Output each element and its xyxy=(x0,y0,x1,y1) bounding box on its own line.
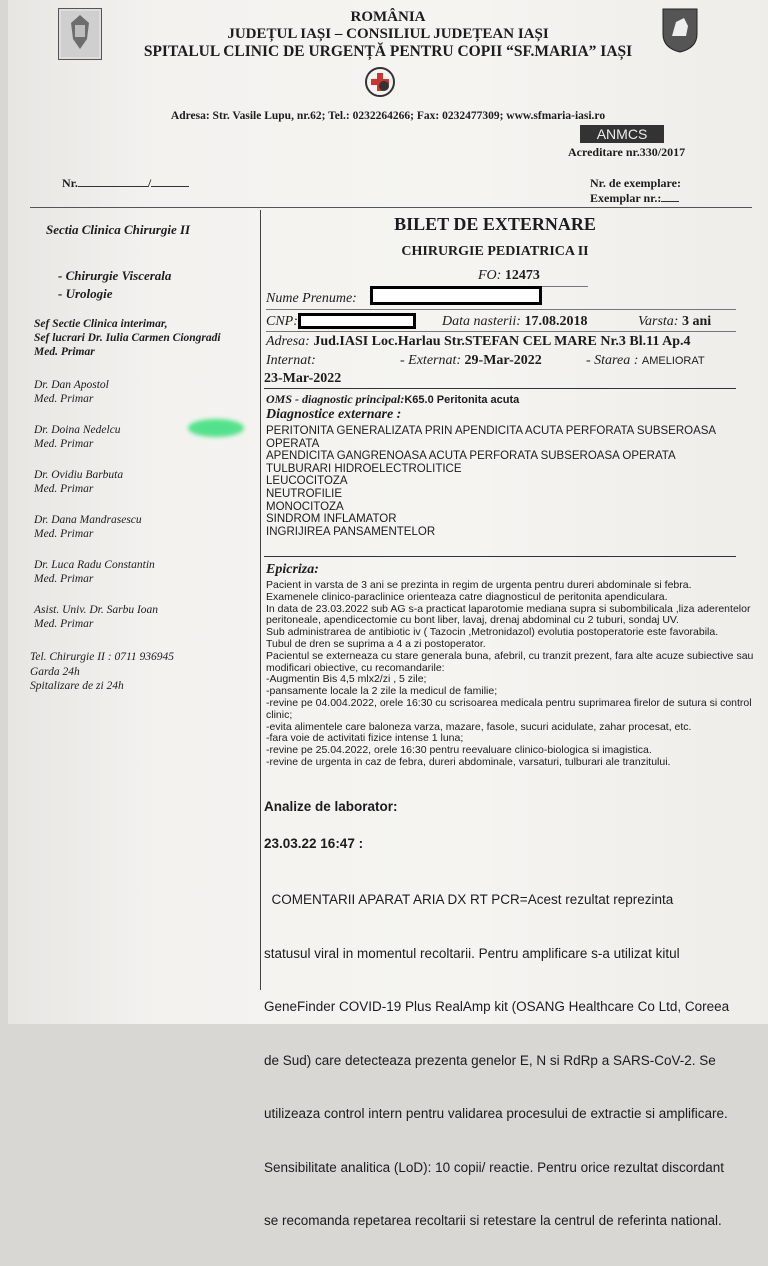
lab-title: Analize de laborator: xyxy=(264,799,398,814)
doctor-entry xyxy=(34,603,158,631)
day-hospital-hours: Spitalizare de zi 24h xyxy=(30,680,124,692)
copy-label xyxy=(590,191,679,206)
patient-address xyxy=(266,334,691,350)
green-highlighter-mark xyxy=(188,419,244,437)
epicrisis-line: -fara voie de activitati fizice intense 1 luna; xyxy=(266,732,464,745)
accreditation-text: Acreditare nr.330/2017 xyxy=(568,145,686,159)
lab-line: utilizeaza control intern pentru validarea procesului de extractie si amplificare. xyxy=(264,1106,728,1121)
header-divider xyxy=(30,207,752,208)
fo-value: 12473 xyxy=(504,268,540,283)
chief-line-1: Sef Sectie Clinica interimar, xyxy=(34,318,168,330)
document-title: BILET DE EXTERNARE xyxy=(394,214,596,234)
subsection-visceral: - Chirurgie Viscerala xyxy=(58,268,172,283)
epicrisis-line: modificari obiective, cu recomandarile: xyxy=(266,661,445,674)
cnp-underline xyxy=(266,331,736,332)
diagnosis-line: OPERATA xyxy=(266,437,320,450)
birth-label: Data nasterii: xyxy=(442,314,521,329)
doctor-entry xyxy=(34,378,109,406)
externat-label: - Externat: xyxy=(400,353,462,368)
doctor-name: Dr. Dan Apostol xyxy=(34,379,109,391)
diagnosis-line: NEUTROFILIE xyxy=(266,487,343,500)
lab-line: GeneFinder COVID-19 Plus RealAmp kit (OSANG Healthcare Co Ltd, Coreea xyxy=(264,999,730,1014)
cnp-label: CNP: xyxy=(266,314,298,329)
epicrisis-line: -revine pe 25.04.2022, orele 16:30 pentru reevaluare clinico-biologica si imagistica. xyxy=(266,744,652,757)
epicrisis-line: -revine de urgenta in caz de febra, dureri abdominale, varsaturi, tulburari ale tranzitului. xyxy=(266,755,671,768)
copies-label: Nr. de exemplare: xyxy=(590,176,681,190)
doctor-name: Dr. Dana Mandrasescu xyxy=(34,514,142,526)
doctor-name: Asist. Univ. Dr. Sarbu Ioan xyxy=(34,604,159,616)
doctor-title: Med. Primar xyxy=(34,528,94,540)
nr-label: Nr. xyxy=(62,176,78,190)
birth-value: 17.08.2018 xyxy=(524,314,588,329)
doctor-title: Med. Primar xyxy=(34,618,94,630)
principal-value: K65.0 Peritonita acuta xyxy=(404,394,520,406)
age-value: 3 ani xyxy=(681,314,712,329)
name-label: Nume Prenume: xyxy=(266,291,357,306)
internat-value: 23-Mar-2022 xyxy=(264,371,342,386)
diagnosis-line: INGRIJIREA PANSAMENTELOR xyxy=(266,525,436,538)
epicrisis-line: clinic; xyxy=(266,708,293,721)
doctor-entry xyxy=(34,558,155,586)
lab-comments xyxy=(264,855,729,1266)
anmcs-logo: ANMCS xyxy=(580,125,664,143)
diagnosis-line: SINDROM INFLAMATOR xyxy=(266,513,397,526)
lab-line: de Sud) care detecteaza prezenta genelor E, N si RdRp a SARS-CoV-2. Se xyxy=(264,1052,716,1068)
section-name: Sectia Clinica Chirurgie II xyxy=(46,222,191,237)
doctor-name: Dr. Luca Radu Constantin xyxy=(34,559,155,571)
diagnosis-line: LEUCOCITOZA xyxy=(266,475,348,488)
doctor-entry xyxy=(34,513,142,541)
epicrisis-title: Epicriza: xyxy=(266,562,319,577)
redacted-name xyxy=(370,286,542,305)
hospital-title: SPITALUL CLINIC DE URGENȚĂ PENTRU COPII “SF.MARIA” IAȘI xyxy=(143,43,633,60)
epicrisis-line: peritoneale, apendicectomie cu bont liber, lavaj, drenaj abdominal cu 2 tuburi, sondaj UV. xyxy=(266,614,679,627)
discharge-date xyxy=(400,353,542,369)
doctor-title: Med. Primar xyxy=(34,393,94,405)
epicrisis-line: -Augmentin Bis 4,5 mlx2/zi , 5 zile; xyxy=(266,673,427,686)
patient-block-bottom xyxy=(264,388,736,389)
diagnosis-line: APENDICITA GANGRENOASA ACUTA PERFORATA SUBSEROASA OPERATA xyxy=(266,450,676,463)
contact-block xyxy=(30,650,174,694)
discharge-diagnoses-title: Diagnostice externare : xyxy=(266,407,402,422)
doctor-title: Med. Primar xyxy=(34,573,94,585)
country-title: ROMÂNIA xyxy=(350,9,426,25)
starea-label: - Starea : xyxy=(586,353,639,368)
hospital-logo-icon xyxy=(364,66,396,98)
copy-label-text: Exemplar nr.: xyxy=(590,191,662,205)
nr-separator: / xyxy=(147,176,152,190)
phone-number: Tel. Chirurgie II : 0711 936945 xyxy=(30,651,174,663)
lab-datetime: 23.03.22 16:47 : xyxy=(264,836,364,851)
diagnosis-line: PERITONITA GENERALIZATA PRIN APENDICITA ACUTA PERFORATA SUBSEROASA xyxy=(266,425,717,437)
principal-diagnosis xyxy=(266,392,519,407)
externat-value: 29-Mar-2022 xyxy=(464,353,542,368)
name-underline xyxy=(266,309,736,310)
registration-number xyxy=(62,176,189,191)
epicrisis-line: -pansamente locale la 2 zile la medicul de familie; xyxy=(266,685,498,698)
hospital-address: Adresa: Str. Vasile Lupu, nr.62; Tel.: 0232264266; Fax: 0232477309; www.sfmaria-iasi.ro xyxy=(170,110,606,122)
epicrisis-line: Pacient in varsta de 3 ani se prezinta in regim de urgenta pentru dureri abdominale si febra. xyxy=(266,579,692,591)
age-label: Varsta: xyxy=(638,314,679,329)
doctor-name: Dr. Doina Nedelcu xyxy=(34,424,121,436)
internat-label: Internat: xyxy=(266,353,316,368)
doctor-entry xyxy=(34,423,121,451)
subsection-urology: - Urologie xyxy=(58,286,113,301)
lab-line: Sensibilitate analitica (LoD): 10 copii/ reactie. Pentru orice rezultat discordant xyxy=(264,1159,724,1175)
lab-line: se recomanda repetarea recoltarii si retestare la centrul de referinta national. xyxy=(264,1213,722,1228)
diagnosis-line: MONOCITOZA xyxy=(266,500,344,513)
epicrisis-line: In data de 23.03.2022 sub AG s-a practicat laparotomie mediana supra si subombilicala ,liza aderentelor xyxy=(266,602,751,615)
starea-value: AMELIORAT xyxy=(641,355,705,367)
chief-line-2: Sef lucrari Dr. Iulia Carmen Ciongradi xyxy=(34,332,221,344)
fo-label: FO: xyxy=(478,268,502,283)
epicrisis-text xyxy=(266,580,753,769)
doctor-name: Dr. Ovidiu Barbuta xyxy=(34,469,124,481)
lab-line: COMENTARII APARAT ARIA DX RT PCR=Acest rezultat reprezinta xyxy=(264,892,674,907)
principal-label: OMS - diagnostic principal: xyxy=(266,392,405,406)
doctor-entry xyxy=(34,468,123,496)
column-divider xyxy=(260,210,261,990)
epicrisis-line: Examenele clinico-paraclinice orienteaza catre diagnosticul de peritonita apendiculara. xyxy=(266,590,668,603)
lab-line: statusul viral in momentul recoltarii. Pentru amplificare s-a utilizat kitul xyxy=(264,945,680,961)
garda-hours: Garda 24h xyxy=(30,665,80,678)
county-title: JUDEȚUL IAȘI – CONSILIUL JUDEȚEAN IAȘI xyxy=(227,26,549,42)
diagnosis-block-bottom xyxy=(264,556,736,557)
document-page xyxy=(8,0,768,1228)
diagnosis-line: TULBURARI HIDROELECTROLITICE xyxy=(266,462,462,475)
birth-date xyxy=(442,314,587,330)
redacted-cnp xyxy=(298,313,416,329)
epicrisis-line: Tubul de dren se suprima a 4 a zi postoperator. xyxy=(266,637,486,650)
doctor-title: Med. Primar xyxy=(34,483,94,495)
epicrisis-line: Pacientul se externeaza cu stare generala buna, afebril, cu tranzit prezent, fara alte acuze subiective sau xyxy=(266,649,754,662)
document-subtitle: CHIRURGIE PEDIATRICA II xyxy=(401,244,589,259)
age xyxy=(638,314,711,330)
discharge-diagnoses-list xyxy=(266,425,716,538)
chief-line-3: Med. Primar xyxy=(34,346,95,358)
patient-state xyxy=(586,353,705,369)
file-number xyxy=(478,268,540,284)
epicrisis-line: Sub administrarea de antibiotic iv ( Tazocin ,Metronidazol) evolutia postoperatorie este favorabila. xyxy=(266,626,719,639)
doctor-title: Med. Primar xyxy=(34,438,94,450)
address-value: Jud.IASI Loc.Harlau Str.STEFAN CEL MARE Nr.3 Bl.11 Ap.4 xyxy=(313,334,691,349)
epicrisis-line: -evita alimentele care baloneza varza, mazare, fasole, sucuri acidulate, zahar procesat, etc. xyxy=(266,720,692,733)
address-label: Adresa: xyxy=(266,334,310,349)
epicrisis-line: -revine pe 04.004.2022, orele 16:30 cu scrisoarea medicala pentru suprimarea firelor de sutura si control xyxy=(266,696,752,709)
